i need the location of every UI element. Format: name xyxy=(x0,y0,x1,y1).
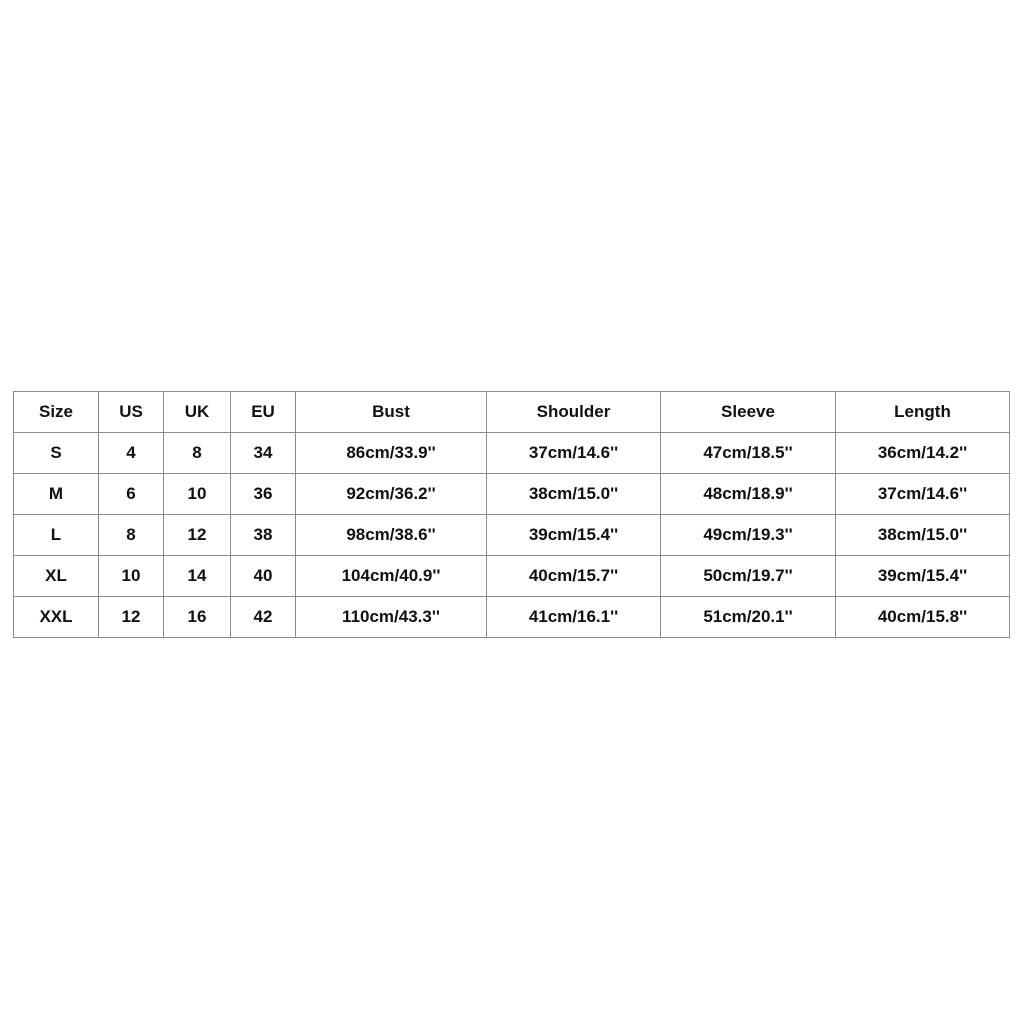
column-header-uk: UK xyxy=(164,392,231,433)
cell-bust: 104cm/40.9'' xyxy=(296,556,487,597)
cell-us: 4 xyxy=(99,433,164,474)
cell-size: XXL xyxy=(14,597,99,638)
cell-length: 39cm/15.4'' xyxy=(836,556,1010,597)
column-header-sleeve: Sleeve xyxy=(661,392,836,433)
cell-eu: 40 xyxy=(231,556,296,597)
cell-us: 6 xyxy=(99,474,164,515)
cell-size: M xyxy=(14,474,99,515)
cell-uk: 10 xyxy=(164,474,231,515)
cell-sleeve: 48cm/18.9'' xyxy=(661,474,836,515)
cell-eu: 38 xyxy=(231,515,296,556)
cell-bust: 110cm/43.3'' xyxy=(296,597,487,638)
cell-length: 40cm/15.8'' xyxy=(836,597,1010,638)
column-header-eu: EU xyxy=(231,392,296,433)
cell-shoulder: 41cm/16.1'' xyxy=(487,597,661,638)
cell-length: 36cm/14.2'' xyxy=(836,433,1010,474)
column-header-length: Length xyxy=(836,392,1010,433)
cell-size: L xyxy=(14,515,99,556)
cell-bust: 98cm/38.6'' xyxy=(296,515,487,556)
column-header-bust: Bust xyxy=(296,392,487,433)
cell-shoulder: 40cm/15.7'' xyxy=(487,556,661,597)
cell-sleeve: 47cm/18.5'' xyxy=(661,433,836,474)
cell-sleeve: 49cm/19.3'' xyxy=(661,515,836,556)
cell-uk: 8 xyxy=(164,433,231,474)
cell-size: XL xyxy=(14,556,99,597)
cell-shoulder: 37cm/14.6'' xyxy=(487,433,661,474)
cell-eu: 42 xyxy=(231,597,296,638)
cell-eu: 34 xyxy=(231,433,296,474)
header-row xyxy=(14,392,1010,433)
table-row xyxy=(14,556,1010,597)
table-row xyxy=(14,433,1010,474)
cell-sleeve: 50cm/19.7'' xyxy=(661,556,836,597)
cell-sleeve: 51cm/20.1'' xyxy=(661,597,836,638)
table-row xyxy=(14,515,1010,556)
column-header-size: Size xyxy=(14,392,99,433)
cell-bust: 86cm/33.9'' xyxy=(296,433,487,474)
cell-shoulder: 38cm/15.0'' xyxy=(487,474,661,515)
cell-uk: 14 xyxy=(164,556,231,597)
cell-uk: 16 xyxy=(164,597,231,638)
size-chart-table xyxy=(13,391,1010,638)
column-header-us: US xyxy=(99,392,164,433)
table-row xyxy=(14,474,1010,515)
cell-size: S xyxy=(14,433,99,474)
cell-us: 10 xyxy=(99,556,164,597)
cell-us: 8 xyxy=(99,515,164,556)
table-row xyxy=(14,597,1010,638)
cell-length: 38cm/15.0'' xyxy=(836,515,1010,556)
cell-eu: 36 xyxy=(231,474,296,515)
cell-bust: 92cm/36.2'' xyxy=(296,474,487,515)
cell-us: 12 xyxy=(99,597,164,638)
cell-uk: 12 xyxy=(164,515,231,556)
column-header-shoulder: Shoulder xyxy=(487,392,661,433)
cell-length: 37cm/14.6'' xyxy=(836,474,1010,515)
cell-shoulder: 39cm/15.4'' xyxy=(487,515,661,556)
